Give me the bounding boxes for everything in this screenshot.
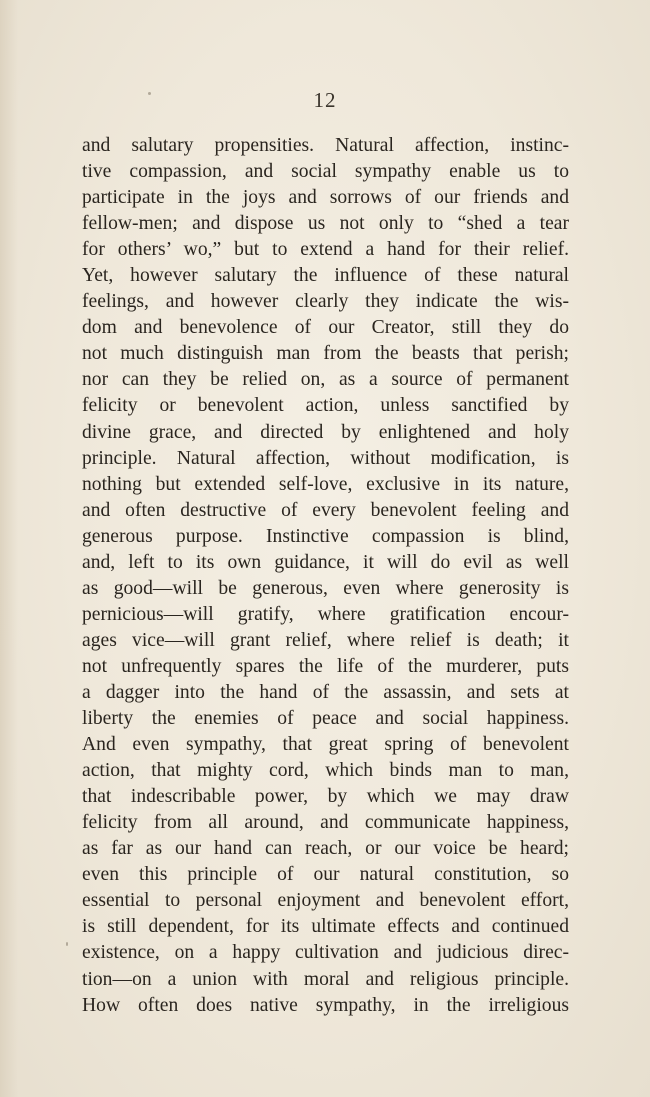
text-line: dom and benevolence of our Creator, still they do: [82, 317, 569, 339]
text-line: tive compassion, and social sympathy enable us to: [82, 161, 569, 183]
text-line: action, that mighty cord, which binds man to man,: [82, 760, 569, 782]
text-line: as far as our hand can reach, or our voice be heard;: [82, 838, 569, 860]
text-line: liberty the enemies of peace and social happiness.: [82, 708, 569, 730]
page-gutter-shadow: [0, 0, 18, 1097]
text-line: nor can they be relied on, as a source of permanent: [82, 369, 569, 391]
text-line: is still dependent, for its ultimate effects and continued: [82, 916, 569, 938]
text-line: How often does native sympathy, in the irreligious: [82, 994, 569, 1016]
text-line: essential to personal enjoyment and benevolent effort,: [82, 890, 569, 912]
text-line: divine grace, and directed by enlightened and holy: [82, 421, 569, 443]
text-line: and, left to its own guidance, it will do evil as well: [82, 551, 569, 573]
text-line: nothing but extended self-love, exclusive in its nature,: [82, 473, 569, 495]
text-line: pernicious—will gratify, where gratification encour-: [82, 603, 569, 625]
text-line: And even sympathy, that great spring of benevolent: [82, 734, 569, 756]
body-text: [82, 133, 569, 1019]
text-line: that indescribable power, by which we may draw: [82, 786, 569, 808]
text-line: existence, on a happy cultivation and judicious direc-: [82, 942, 569, 964]
text-line: even this principle of our natural constitution, so: [82, 864, 569, 886]
text-line: for others’ wo,” but to extend a hand for their relief.: [82, 239, 569, 261]
text-line: and often destructive of every benevolent feeling and: [82, 499, 569, 521]
text-line: felicity from all around, and communicate happiness,: [82, 812, 569, 834]
text-line: ages vice—will grant relief, where relief is death; it: [82, 629, 569, 651]
text-line: as good—will be generous, even where generosity is: [82, 577, 569, 599]
text-line: fellow-men; and dispose us not only to “shed a tear: [82, 213, 569, 235]
paper-speck: [66, 942, 68, 946]
page-number: 12: [313, 88, 337, 112]
text-line: feelings, and however clearly they indicate the wis-: [82, 291, 569, 313]
text-line: Yet, however salutary the influence of these natural: [82, 265, 569, 287]
text-line: and salutary propensities. Natural affection, instinc-: [82, 135, 569, 156]
text-line: not unfrequently spares the life of the murderer, puts: [82, 655, 569, 677]
text-line: tion—on a union with moral and religious principle.: [82, 968, 569, 990]
text-line: participate in the joys and sorrows of our friends and: [82, 187, 569, 209]
text-line: a dagger into the hand of the assassin, and sets at: [82, 681, 569, 703]
text-line: principle. Natural affection, without modification, is: [82, 447, 569, 469]
text-line: felicity or benevolent action, unless sanctified by: [82, 395, 569, 417]
text-line: not much distinguish man from the beasts that perish;: [82, 343, 569, 365]
text-line: generous purpose. Instinctive compassion is blind,: [82, 525, 569, 547]
